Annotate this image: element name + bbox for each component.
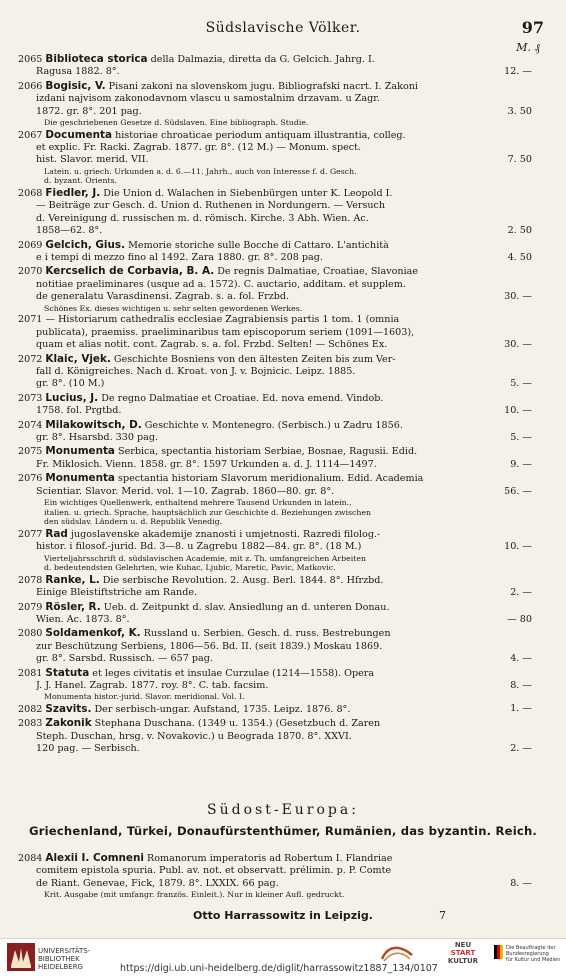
- entry-price: 5. —: [510, 378, 532, 390]
- entry-author-title: Bogisic, V.: [45, 79, 106, 92]
- entry-price: [494, 265, 532, 278]
- entry-price: — 80: [507, 613, 532, 625]
- entry-text: Die Union d. Walachen in Siebenbürgen unter K. Leopold I.: [103, 188, 393, 200]
- entry-line: [18, 279, 532, 291]
- entry-number: 2083: [18, 718, 43, 730]
- entry-note: d. bedeutendsten Gelehrten, wie Kuhac, Ljubic, Maretic, Pavic, Matkovic.: [44, 563, 336, 573]
- entry-price: [494, 187, 532, 200]
- entry-text: — Beiträge zur Gesch. d. Union d. Ruthenen in Nordungern. — Versuch: [36, 200, 386, 212]
- entry-text: Pisani zakoni na slovenskom jugu. Bibliografski nacrt. I. Zakoni: [108, 80, 418, 92]
- entry-text: 1872. gr. 8°. 201 pag.: [36, 105, 142, 117]
- entry-price: 4. —: [510, 653, 532, 665]
- entry-number: 2073: [18, 392, 43, 404]
- entry-author-title: Soldamenkof, K.: [45, 627, 141, 640]
- catalog-entry: [18, 703, 532, 716]
- entry-text: Ueb. d. Zeitpunkt d. slav. Ansiedlung an d. unteren Donau.: [103, 601, 390, 613]
- entry-price: [494, 627, 532, 640]
- entry-text: Wien. Ac. 1873. 8°.: [36, 613, 130, 625]
- entry-author-title: Kercselich de Corbavia, B. A.: [45, 265, 215, 278]
- entry-number: 2082: [18, 704, 43, 715]
- entry-price: [494, 53, 532, 66]
- entry-line: [18, 419, 532, 432]
- entry-text: Memorie storiche sulle Bocche di Cattaro. L'antichità: [128, 239, 389, 251]
- catalog-entry: [18, 392, 532, 418]
- entry-text: historiae chroaticae periodum antiquam illustrantia, colleg.: [115, 129, 406, 141]
- entry-author-title: Ranke, L.: [45, 573, 100, 586]
- entry-line: [18, 252, 532, 264]
- entry-number: 2066: [18, 80, 43, 92]
- entry-line: [18, 627, 532, 640]
- entry-author-title: Szavits.: [45, 703, 92, 715]
- entry-line: [18, 680, 532, 692]
- signature-mark: 7: [439, 909, 446, 922]
- entry-text: Romanorum imperatoris ad Robertum I. Flandriae: [147, 853, 393, 864]
- entry-number: 2079: [18, 601, 43, 613]
- catalog-entry: [18, 129, 532, 186]
- entry-text: notitiae praeliminares (usque ad a. 1572). C. auctario, additam. et supplem.: [36, 278, 406, 290]
- entry-text: gr. 8°. Hsarsbd. 330 pag.: [36, 431, 159, 443]
- catalog-entry: [18, 80, 532, 128]
- page-title: Südslavische Völker.: [205, 20, 361, 36]
- entry-text: comitem epistola spuria. Publ. av. not. et observatt. prélimin. p. P. Comte: [36, 865, 392, 877]
- entry-line: [18, 614, 532, 626]
- entry-line: [18, 717, 532, 730]
- entry-line: [18, 53, 532, 66]
- entry-price: [494, 353, 532, 366]
- catalog-entry: [18, 717, 532, 755]
- entry-text: Geschichte v. Montenegro. (Serbisch.) u Zadru 1856.: [144, 419, 403, 431]
- entry-line: [18, 731, 532, 743]
- entry-text: J. J. Hanel. Zagrab. 1877. roy. 8°. C. tab. facsim.: [36, 680, 269, 691]
- entry-note: den südslav. Ländern u. d. Republik Venedig.: [44, 517, 223, 527]
- entry-text: spectantia historiam Slavorum meridionalium. Edid. Academia: [118, 473, 424, 485]
- entry-text: gr. 8°. Sarsbd. Russisch. — 657 pag.: [36, 653, 213, 665]
- entry-note: Ein wichtiges Quellenwerk, enthaltend mehrere Tausend Urkunden in latein.,: [44, 497, 352, 507]
- permalink-url[interactable]: https://digi.ub.uni-heidelberg.de/diglit/harrassowitz1887_134/0107: [120, 963, 438, 974]
- entry-text: 1858—62. 8°.: [36, 225, 103, 237]
- entry-text: Scientiar. Slavor. Merid. vol. 1—10. Zagrab. 1860—80. gr. 8°.: [36, 485, 335, 497]
- entry-line: [18, 142, 532, 154]
- entry-author-title: Monumenta: [45, 472, 115, 485]
- entry-price: 10. —: [504, 405, 532, 417]
- entry-text: De regno Dalmatiae et Croatiae. Ed. nova emend. Vindob.: [101, 392, 384, 404]
- entry-author-title: Fiedler, J.: [45, 187, 101, 200]
- entry-text: quam et alias notit. cont. Zagrab. s. a. fol. Frzbd. Selten! — Schönes Ex.: [36, 339, 388, 351]
- entry-text: Steph. Duschan, hrsg. v. Novakovic.) u Beograda 1870. 8°. XXVI.: [36, 730, 352, 742]
- entry-line: [18, 405, 532, 417]
- catalog-entry: [18, 667, 532, 702]
- entry-text: Serbica, spectantia historiam Serbiae, Bosnae, Ragusii. Edid.: [118, 446, 418, 458]
- entry-text: et explic. Fr. Racki. Zagrab. 1877. gr. 8°. (12 M.) — Monum. spect.: [36, 142, 362, 154]
- entry-author-title: Lucius, J.: [45, 391, 99, 404]
- entry-price: [494, 93, 532, 105]
- entry-line: [18, 653, 532, 665]
- entry-line: [18, 445, 532, 458]
- entry-price: [494, 200, 532, 212]
- entry-text: e i tempi di mezzo fino al 1492. Zara 1880. gr. 8°. 208 pag.: [36, 252, 323, 264]
- entry-number: 2071: [18, 314, 43, 326]
- entry-text: zur Beschützung Serbiens, 1806—56. Bd. II. (seit 1839.) Moskau 1869.: [36, 640, 383, 652]
- catalog-entry: [18, 445, 532, 471]
- library-logo-text: UNIVERSITÄTS- BIBLIOTHEK HEIDELBERG: [38, 947, 91, 971]
- entry-note: Schönes Ex. dieses wichtigen u. sehr selten gewordenen Werkes.: [44, 303, 303, 313]
- entry-number: 2081: [18, 667, 43, 679]
- entry-line: [18, 852, 532, 865]
- catalog-entry: [18, 574, 532, 600]
- entry-text: Der serbisch-ungar. Aufstand, 1735. Leipz. 1876. 8°.: [94, 704, 351, 715]
- entry-note: italien. u. griech. Sprache, hauptsächlich zur Geschichte d. Beziehungen zwischen: [44, 507, 372, 517]
- catalog-entry: [18, 472, 532, 527]
- entry-price: [494, 213, 532, 225]
- entry-line: [18, 314, 532, 326]
- catalog-entry: [18, 852, 532, 900]
- publisher-footer: [0, 909, 566, 922]
- entry-author-title: Documenta: [45, 128, 112, 141]
- entry-text: publicata), praemiss. praeliminaribus tam episcoporum seriem (1091—1603),: [36, 326, 415, 338]
- entry-price: [494, 80, 532, 93]
- entry-price: 2. —: [510, 743, 532, 755]
- entry-line: [18, 213, 532, 225]
- entry-author-title: Zakonik: [45, 717, 92, 730]
- funding-logo-icon: [380, 943, 414, 963]
- entry-line: [18, 187, 532, 200]
- catalog-entry: [18, 353, 532, 391]
- neustart-kultur-badge: NEU START KULTUR: [447, 941, 479, 965]
- section-heading: [0, 802, 566, 838]
- entry-price: [494, 574, 532, 587]
- entry-price: [494, 528, 532, 541]
- entry-price: 56. —: [504, 485, 532, 497]
- entry-price: [494, 472, 532, 485]
- entry-text: 1758. fol. Prgtbd.: [36, 405, 122, 417]
- entry-price: [494, 641, 532, 653]
- catalog-entry: [18, 314, 532, 351]
- entry-price: [494, 129, 532, 142]
- entry-author-title: Monumenta: [45, 445, 115, 458]
- entry-text: de generalatu Varasdinensi. Zagrab. s. a. fol. Frzbd.: [36, 291, 290, 303]
- running-header: [0, 20, 566, 42]
- entry-line: [18, 106, 532, 118]
- entry-note: d. byzant. Orients.: [44, 176, 118, 186]
- entry-line: [18, 339, 532, 351]
- entry-line: [18, 154, 532, 166]
- entry-price: [494, 327, 532, 339]
- entry-number: 2069: [18, 239, 43, 251]
- catalog-entry: [18, 601, 532, 627]
- entry-price: [494, 366, 532, 378]
- entry-note: Vierteljahrsschrift d. südslavischen Academie, mit z. Th. umfangreichen Arbeiten: [44, 553, 366, 563]
- entry-text: Ragusa 1882. 8°.: [36, 66, 120, 78]
- entry-price: [494, 279, 532, 291]
- entry-price: [494, 445, 532, 458]
- entry-line: [18, 865, 532, 877]
- entry-author-title: Klaic, Vjek.: [45, 352, 111, 365]
- entry-price: 8. —: [510, 877, 532, 889]
- entry-price: 1. —: [510, 703, 532, 714]
- entry-text: Die serbische Revolution. 2. Ausg. Berl. 1844. 8°. Hfrzbd.: [102, 574, 384, 586]
- entry-price: [494, 601, 532, 614]
- entry-line: [18, 641, 532, 653]
- entry-author-title: Alexii I. Comneni: [45, 852, 144, 864]
- entry-author-title: Biblioteca storica: [45, 53, 148, 65]
- entry-price: [494, 142, 532, 154]
- entry-author-title: Rad: [45, 527, 68, 540]
- entry-line: [18, 878, 532, 890]
- entry-number: 2084: [18, 853, 43, 864]
- entry-number: 2080: [18, 628, 43, 640]
- entry-price: 30. —: [504, 339, 532, 351]
- entry-price: 9. —: [510, 458, 532, 470]
- entry-price: [494, 717, 532, 730]
- entry-line: [18, 265, 532, 278]
- entry-text: Russland u. Serbien. Gesch. d. russ. Bestrebungen: [143, 628, 391, 640]
- entry-line: [18, 129, 532, 142]
- entry-text: jugoslavenske akademije znanosti i umjetnosti. Razredi filolog.-: [70, 528, 381, 540]
- entry-line: [18, 353, 532, 366]
- entry-author-title: Statuta: [45, 666, 90, 679]
- catalog-entry: [18, 239, 532, 265]
- library-footer-bar: [0, 938, 566, 976]
- entry-price: 8. —: [510, 680, 532, 691]
- entry-text: 120 pag. — Serbisch.: [36, 743, 140, 755]
- entry-text: Geschichte Bosniens von den ältesten Zeiten bis zum Ver-: [113, 353, 396, 365]
- entry-line: [18, 459, 532, 471]
- catalog-entries-section2: [18, 852, 532, 901]
- entry-line: [18, 378, 532, 390]
- entry-note: Krit. Ausgabe (mit umfangr. französ. Einleit.). Nur in kleiner Aufl. gedruckt.: [44, 890, 345, 900]
- university-seal-icon[interactable]: [6, 942, 36, 972]
- entry-text: — Historiarum cathedralis ecclesiae Zagrabiensis partis 1 tom. 1 (omnia: [45, 314, 400, 326]
- entry-price: [494, 667, 532, 680]
- entry-number: 2074: [18, 419, 43, 431]
- entry-note: Monumenta histor.-jurid. Slavor. meridional. Vol. I.: [44, 692, 245, 702]
- entry-line: [18, 703, 532, 716]
- catalog-entry: [18, 528, 532, 573]
- entry-line: [18, 486, 532, 498]
- entry-text: De regnis Dalmatiae, Croatiae, Slavoniae: [217, 266, 419, 278]
- entry-text: histor. i filosof.-jurid. Bd. 3—8. u Zagrebu 1882—84. gr. 8°. (18 M.): [36, 541, 362, 553]
- entry-price: 2. 50: [507, 225, 532, 237]
- entry-price: [494, 314, 532, 326]
- catalog-entries: [18, 53, 532, 757]
- entry-number: 2070: [18, 266, 43, 278]
- catalog-entry: [18, 419, 532, 445]
- entry-price: 2. —: [510, 587, 532, 599]
- section-title: Südost-Europa:: [207, 802, 359, 818]
- section-subtitle: Griechenland, Türkei, Donaufürstenthümer, Rumänien, das byzantin. Reich.: [28, 824, 537, 838]
- entry-note: Die geschriebenen Gesetze d. Südslaven. Eine bibliograph. Studie.: [44, 118, 309, 128]
- catalog-entry: [18, 627, 532, 665]
- entry-price: 10. —: [504, 541, 532, 553]
- entry-line: [18, 472, 532, 485]
- entry-text: de Riant. Genevae, Fick, 1879. 8°. LXXIX. 66 pag.: [36, 877, 279, 889]
- catalog-entry: [18, 187, 532, 238]
- federal-commissioner-badge: Die Beauftragte der Bundesregierung für Kultur und Medien: [494, 943, 564, 973]
- entry-line: [18, 392, 532, 405]
- entry-price: 30. —: [504, 291, 532, 303]
- entry-number: 2065: [18, 54, 43, 65]
- entry-author-title: Rösler, R.: [45, 600, 101, 613]
- entry-text: gr. 8°. (10 M.): [36, 378, 105, 390]
- entry-line: [18, 528, 532, 541]
- entry-line: [18, 667, 532, 680]
- entry-price: 12. —: [504, 66, 532, 78]
- entry-price: [494, 419, 532, 432]
- entry-line: [18, 239, 532, 252]
- entry-line: [18, 587, 532, 599]
- entry-text: della Dalmazia, diretta da G. Gelcich. Jahrg. I.: [150, 54, 375, 65]
- entry-price: 4. 50: [507, 252, 532, 264]
- entry-text: d. Vereinigung d. russischen m. d. römisch. Kirche. 3 Abh. Wien. Ac.: [36, 212, 369, 224]
- entry-number: 2078: [18, 574, 43, 586]
- currency-header: M. ₰: [516, 41, 540, 54]
- entry-line: [18, 743, 532, 755]
- entry-line: [18, 80, 532, 93]
- entry-author-title: Milakowitsch, D.: [45, 418, 142, 431]
- entry-text: et leges civitatis et insulae Curzulae (1214—1558). Opera: [92, 667, 375, 679]
- entry-line: [18, 66, 532, 78]
- entry-line: [18, 541, 532, 553]
- page-number: 97: [521, 18, 544, 37]
- entry-text: Einige Bleistiftstriche am Rande.: [36, 587, 198, 599]
- entry-number: 2067: [18, 129, 43, 141]
- entry-price: 3. 50: [507, 105, 532, 117]
- entry-number: 2072: [18, 353, 43, 365]
- entry-number: 2068: [18, 188, 43, 200]
- entry-text: fall d. Königreiches. Nach d. Kroat. von J. v. Bojnicic. Leipz. 1885.: [36, 365, 356, 377]
- entry-line: [18, 291, 532, 303]
- entry-text: hist. Slavor. merid. VII.: [36, 154, 149, 166]
- entry-price: [494, 852, 532, 865]
- entry-line: [18, 200, 532, 212]
- entry-line: [18, 601, 532, 614]
- entry-text: Fr. Miklosich. Vienn. 1858. gr. 8°. 1597 Urkunden a. d. J. 1114—1497.: [36, 458, 377, 470]
- entry-price: [494, 239, 532, 252]
- entry-price: [494, 731, 532, 743]
- entry-author-title: Gelcich, Gius.: [45, 238, 126, 251]
- entry-line: [18, 366, 532, 378]
- entry-number: 2077: [18, 528, 43, 540]
- entry-price: [494, 392, 532, 405]
- entry-text: izdani najvisom zakonodavnom vlascu u samostalnim drzavam. u Zagr.: [36, 93, 380, 105]
- entry-note: Latein. u. griech. Urkunden a. d. 6.—11. Jahrh., auch von Interesse f. d. Gesch.: [44, 166, 357, 176]
- entry-line: [18, 574, 532, 587]
- entry-price: 7. 50: [507, 154, 532, 166]
- federal-eagle-icon: [494, 945, 504, 959]
- publisher-name: Otto Harrassowitz in Leipzig.: [192, 909, 373, 922]
- entry-line: [18, 225, 532, 237]
- entry-text: Stephana Duschana. (1349 u. 1354.) (Gesetzbuch d. Zaren: [94, 718, 381, 730]
- entry-price: 5. —: [510, 431, 532, 443]
- catalog-entry: [18, 53, 532, 79]
- entry-price: [494, 865, 532, 877]
- catalog-entry: [18, 265, 532, 313]
- entry-line: [18, 327, 532, 339]
- entry-line: [18, 93, 532, 105]
- entry-line: [18, 432, 532, 444]
- entry-number: 2075: [18, 446, 43, 458]
- entry-number: 2076: [18, 473, 43, 485]
